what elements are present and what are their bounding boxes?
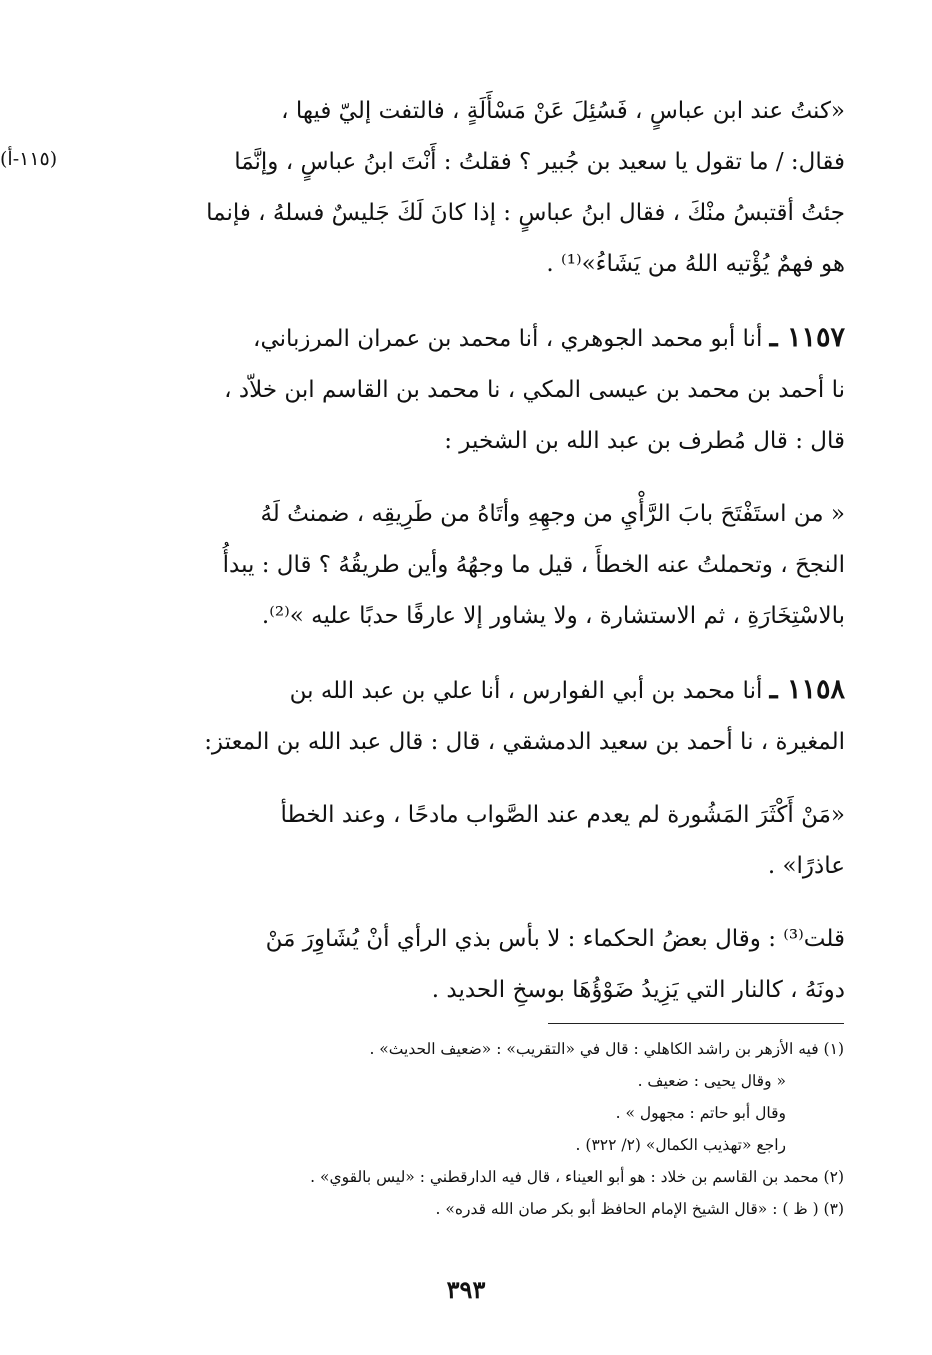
text-line (100, 664, 845, 717)
paragraph-quote-mutarrif (100, 489, 845, 642)
text-line: عاذرًا» . (767, 853, 845, 879)
footnote-2: (٢) محمد بن القاسم بن خلاد : هو أبو العيناء ، قال فيه الدارقطني : «ليس بالقوي» . (310, 1168, 844, 1186)
footnote-separator (548, 1023, 844, 1024)
main-text (100, 86, 845, 1038)
footnotes (104, 1033, 844, 1225)
text-line: فقال: / ما تقول يا سعيد بن جُبير ؟ فقلتُ : أَنْتَ ابنُ عباسٍ ، وإنَّمَا (234, 149, 845, 175)
text-line: النجحَ ، وتحملتُ عنه الخطأَ ، قيل ما وجهُهُ وأين طريقُهُ ؟ قال : يبدأُ (222, 552, 845, 578)
entry-number: ١١٥٧ ـ (769, 322, 845, 353)
paragraph-quote-ibn-abbas (100, 86, 845, 290)
footnote-3: (٣) ( ظ ) : «قال الشيخ الإمام الحافظ أبو بكر صان الله قدره» . (435, 1200, 844, 1218)
text-line: نا أحمد بن محمد بن عيسى المكي ، نا محمد بن القاسم ابن خلاّد ، (224, 377, 845, 403)
footnote-1: (١) فيه الأزهر بن راشد الكاهلي : قال في «التقريب» : «ضعيف الحديث» . (369, 1040, 844, 1058)
text-line: جئتُ أقتبسُ منْكَ ، فقال ابنُ عباسٍ : إذا كانَ لَكَ جَليسٌ فسلهُ ، فإنما (206, 200, 845, 226)
text-line: «مَنْ أَكْثَرَ المَشُورة لم يعدم عند الصَّواب مادحًا ، وعند الخطأ (280, 802, 845, 828)
text-line: دونَهُ ، كالنار التي يَزِيدُ ضَوْؤُهَا بوسخِ الحديد . (431, 977, 845, 1003)
entry-text: أنا محمد بن أبي الفوارس ، أنا علي بن عبد الله بن (289, 678, 763, 704)
text-line (100, 312, 845, 365)
text-line: قلت⁽³⁾ : وقال بعضُ الحكماء : لا بأس بذي الرأي أنْ يُشَاوِرَ مَنْ (265, 926, 845, 952)
marginal-folio-note: (١١٥-أ) (0, 148, 58, 170)
footnote-1-cont: راجع «تهذيب الكمال» (٢/ ٣٢٢) . (575, 1136, 786, 1154)
text-line: « من استَفْتَحَ بابَ الرَّأْيِ من وجهِهِ وأتَاهُ من طَرِيقِه ، ضمنتُ لَهُ (260, 501, 845, 527)
page-number: ٣٩٣ (446, 1275, 486, 1304)
entry-text: أنا أبو محمد الجوهري ، أنا محمد بن عمران المرزباني، (253, 326, 763, 352)
entry-1158 (100, 664, 845, 768)
paragraph-quote-ibn-al-mutazz (100, 790, 845, 892)
entry-1157 (100, 312, 845, 467)
text-line: «كنتُ عند ابن عباسٍ ، فَسُئِلَ عَنْ مَسْأَلَةٍ ، فالتفت إليّ فيها ، (281, 98, 845, 124)
paragraph-author-note (100, 914, 845, 1016)
footnote-1-cont: « وقال يحيى : ضعيف . (637, 1072, 786, 1090)
text-line: المغيرة ، نا أحمد بن سعيد الدمشقي ، قال : قال عبد الله بن المعتز: (204, 729, 845, 755)
text-line: بالاسْتِخَارَةِ ، ثم الاستشارة ، ولا يشاور إلا عارفًا حدبًا عليه »⁽²⁾. (261, 603, 845, 629)
text-line: قال : قال مُطرف بن عبد الله بن الشخير : (444, 428, 845, 454)
text-line: هو فهمٌ يُؤْتيه اللهُ من يَشَاءُ»⁽¹⁾ . (546, 251, 845, 277)
entry-number: ١١٥٨ ـ (769, 674, 845, 705)
footnote-1-cont: وقال أبو حاتم : مجهول » . (615, 1104, 786, 1122)
